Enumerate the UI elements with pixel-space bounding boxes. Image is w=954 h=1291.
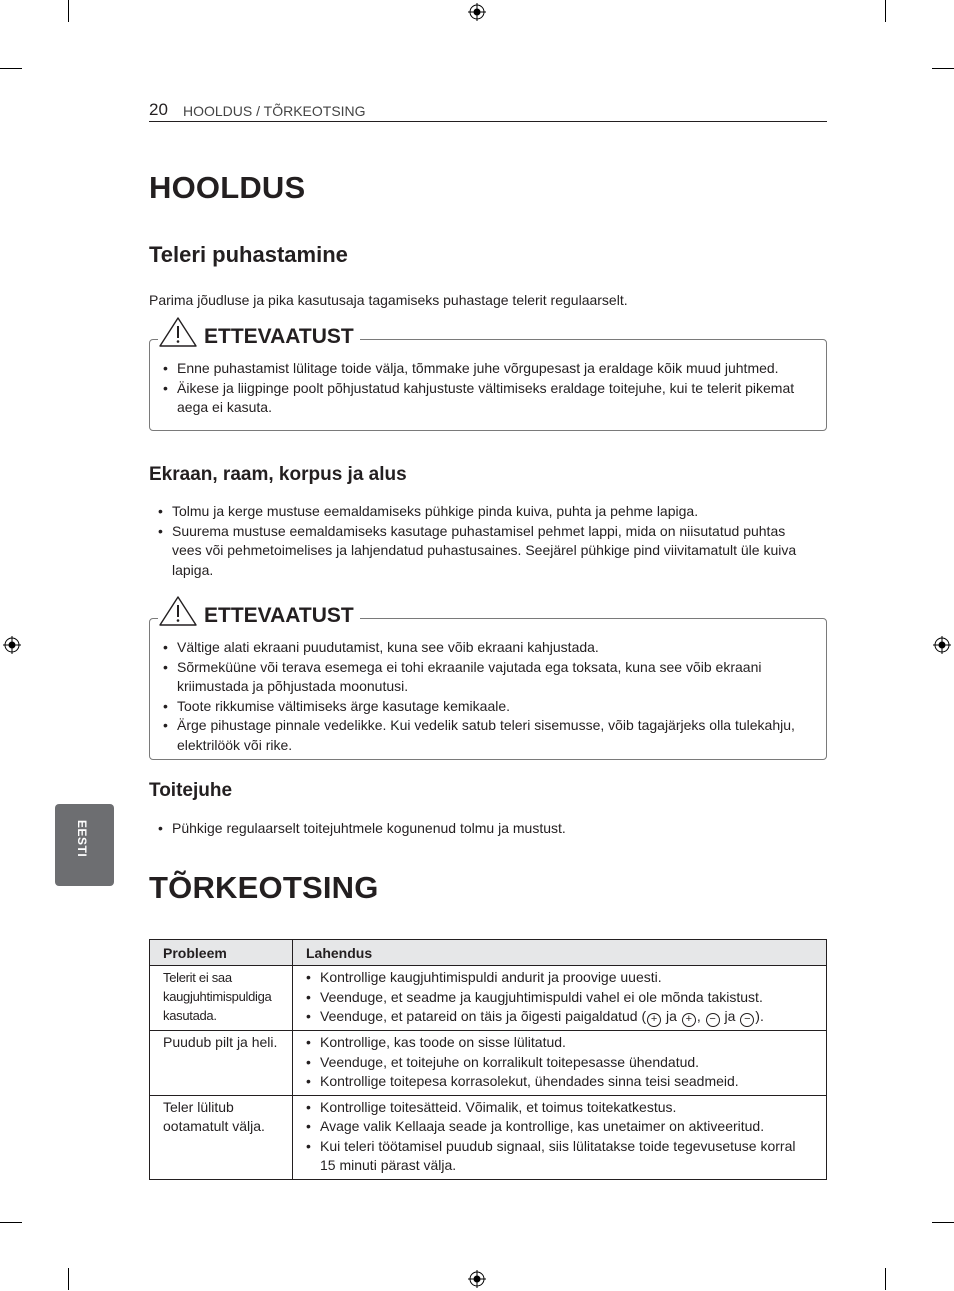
battery-text: ja (720, 1008, 740, 1024)
list-item: • Vältige alati ekraani puudutamist, kuna see võib ekraani kahjustada. (163, 638, 815, 658)
list-item: • Veenduge, et toitejuhe on korralikult toitepesasse ühendatud. (306, 1053, 813, 1073)
caution-box (149, 339, 827, 431)
screen-cleaning-list (158, 502, 818, 580)
caution-label: ETTEVAATUST (204, 325, 354, 348)
list-item: • Sõrmeküüne või terava esemega ei tohi ekraanile vajutada ega toksata, kuna see võib ekraani kriimustada ja põhjustada moonutusi. (163, 658, 815, 697)
crop-mark (885, 1268, 886, 1290)
troubleshooting-table (149, 939, 827, 1180)
warning-triangle-icon (158, 595, 198, 627)
crop-mark (0, 68, 22, 69)
caution-list (163, 638, 815, 755)
page-title-hooldus: HOOLDUS (149, 170, 306, 205)
running-head: HOOLDUS / TÕRKEOTSING (183, 103, 366, 119)
registration-mark-icon (3, 636, 21, 654)
column-header-problem: Probleem (150, 940, 293, 966)
battery-text: ja (662, 1008, 681, 1024)
battery-text: , (696, 1008, 705, 1024)
solution-cell (293, 1095, 827, 1179)
section-title-power-cord: Toitejuhe (149, 780, 233, 801)
table-row (150, 1031, 827, 1096)
language-tab (55, 804, 114, 886)
section-title-cleaning: Teleri puhastamine (149, 242, 348, 267)
column-header-solution: Lahendus (293, 940, 827, 966)
crop-mark (932, 1222, 954, 1223)
table-row (150, 966, 827, 1031)
table-header-row (150, 940, 827, 966)
battery-minus-icon: − (740, 1013, 754, 1027)
caution-header (158, 595, 360, 627)
page-title-torkeotsing: TÕRKEOTSING (149, 870, 379, 905)
list-item: • Äikese ja liigpinge poolt põhjustatud kahjustuste vältimiseks eraldage toitejuhe, kui te telerit pikemat aega ei kasuta. (163, 379, 815, 418)
battery-plus-icon: + (647, 1013, 661, 1027)
registration-mark-icon (468, 1270, 486, 1288)
language-tab-label: EESTI (75, 820, 89, 858)
problem-cell: Telerit ei saa kaugjuhtimispuldiga kasutada. (150, 966, 293, 1031)
solution-list (306, 968, 813, 1027)
crop-mark (68, 0, 69, 22)
list-item: • Tolmu ja kerge mustuse eemaldamiseks pühkige pinda kuiva, puhta ja pehme lapiga. (158, 502, 818, 522)
list-item: • Suurema mustuse eemaldamiseks kasutage puhastamisel pehmet lappi, mida on niisutatud puhtas vees või pehmetoimelises ja lahjendatud puhastusaines. Seejärel pühkige pind viivitamatult üle kuiva lapiga. (158, 522, 818, 581)
list-item: • Toote rikkumise vältimiseks ärge kasutage kemikaale. (163, 697, 815, 717)
problem-cell: Teler lülitub ootamatult välja. (150, 1095, 293, 1179)
battery-plus-icon: + (682, 1013, 696, 1027)
battery-text: ). (755, 1008, 764, 1024)
list-item: • Ärge pihustage pinnale vedelikke. Kui vedelik satub teleri sisemusse, võib tagajärjeks olla tulekahju, elektrilöök või rike. (163, 716, 815, 755)
list-item (306, 1007, 813, 1027)
solution-list (306, 1033, 813, 1092)
list-item: • Veenduge, et seadme ja kaugjuhtimispuldi vahel ei ole mõnda takistust. (306, 988, 813, 1008)
list-item: • Pühkige regulaarselt toitejuhtmele kogunenud tolmu ja mustust. (158, 819, 818, 839)
problem-cell: Puudub pilt ja heli. (150, 1031, 293, 1096)
caution-label: ETTEVAATUST (204, 604, 354, 627)
cleaning-intro: Parima jõudluse ja pika kasutusaja tagamiseks puhastage telerit regulaarselt. (149, 292, 628, 308)
solution-cell (293, 1031, 827, 1096)
table-row (150, 1095, 827, 1179)
battery-text: Veenduge, et patareid on täis ja õigesti paigaldatud ( (320, 1008, 647, 1024)
solution-list (306, 1098, 813, 1176)
registration-mark-icon (933, 636, 951, 654)
list-item: • Kontrollige toitesätteid. Võimalik, et toimus toitekatkestus. (306, 1098, 813, 1118)
caution-box (149, 618, 827, 760)
caution-header (158, 316, 360, 348)
caution-list (163, 359, 815, 418)
warning-triangle-icon (158, 316, 198, 348)
section-title-screen: Ekraan, raam, korpus ja alus (149, 464, 407, 485)
solution-cell (293, 966, 827, 1031)
list-item: • Kontrollige kaugjuhtimispuldi andurit ja proovige uuesti. (306, 968, 813, 988)
list-item: • Kontrollige, kas toode on sisse lülitatud. (306, 1033, 813, 1053)
crop-mark (0, 1222, 22, 1223)
list-item: • Avage valik Kellaaja seade ja kontrollige, kas unetaimer on aktiveeritud. (306, 1117, 813, 1137)
registration-mark-icon (468, 3, 486, 21)
list-item: • Kontrollige toitepesa korrasolekut, ühendades sinna teisi seadmeid. (306, 1072, 813, 1092)
list-item: • Kui teleri töötamisel puudub signaal, siis lülitatakse toide tegevusetuse korral 15 minuti pärast välja. (306, 1137, 813, 1176)
list-item: • Enne puhastamist lülitage toide välja, tõmmake juhe võrgupesast ja eraldage kõik muud juhtmed. (163, 359, 815, 379)
crop-mark (932, 68, 954, 69)
crop-mark (885, 0, 886, 22)
page-number: 20 (149, 100, 168, 119)
header-rule (149, 121, 827, 122)
battery-minus-icon: − (706, 1013, 720, 1027)
crop-mark (68, 1268, 69, 1290)
power-cord-list (158, 819, 818, 839)
